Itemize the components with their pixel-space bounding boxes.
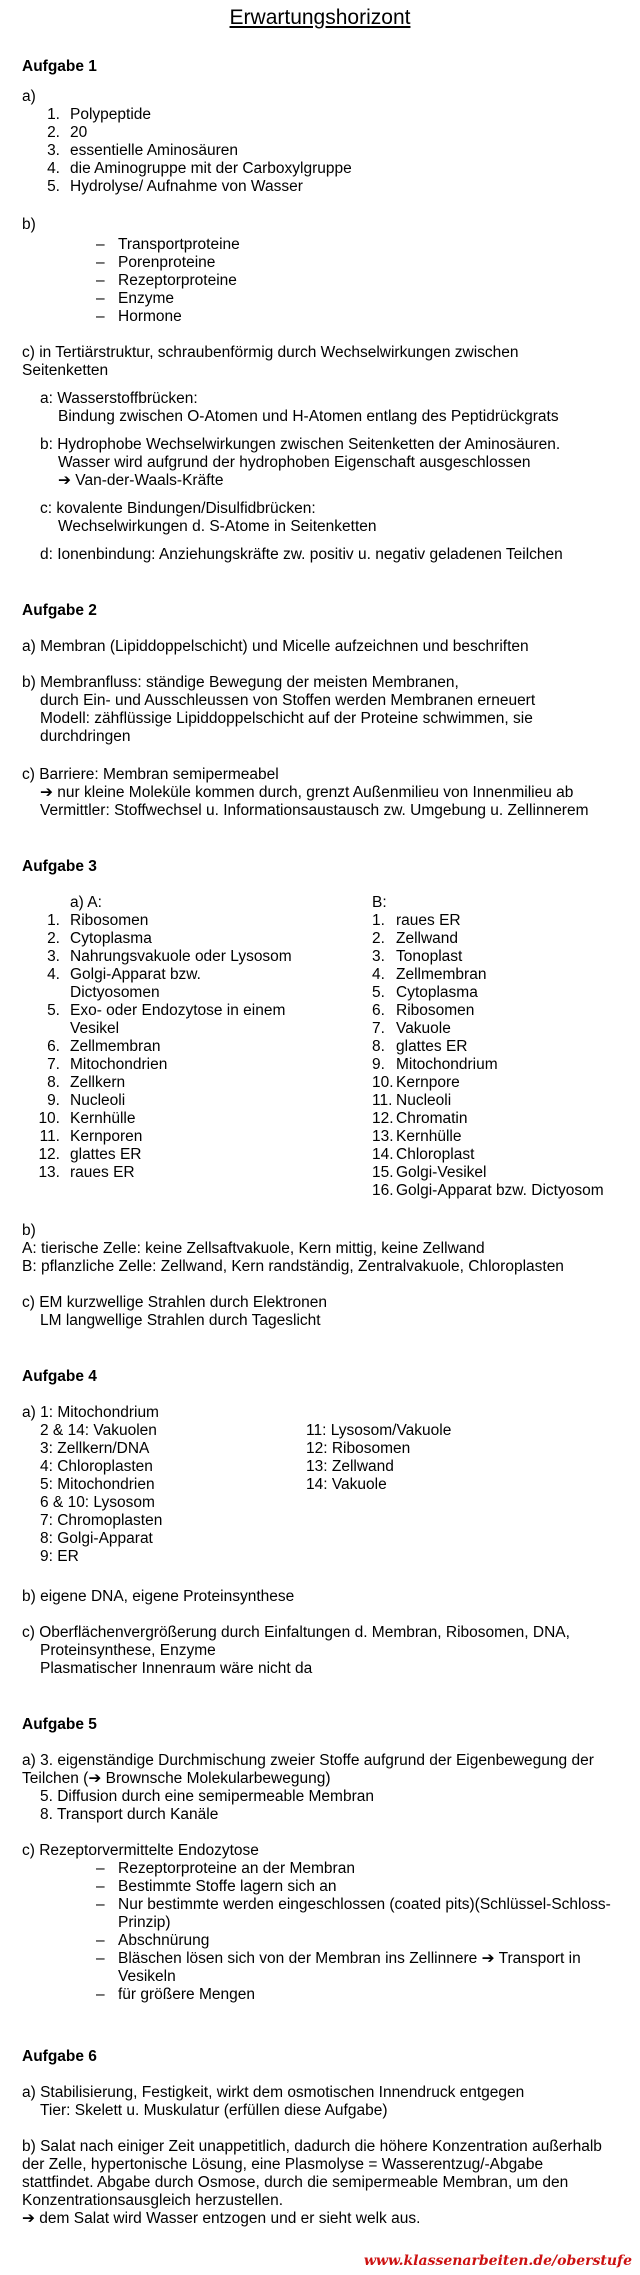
list-item: 20 xyxy=(70,124,88,141)
a3-b-1: A: tierische Zelle: keine Zellsaftvakuole, Kern mittig, keine Zellwand xyxy=(22,1240,485,1257)
list-item: Kernpore xyxy=(396,1074,460,1091)
a5-a-2: Teilchen (➔ Brownsche Molekularbewegung) xyxy=(22,1770,331,1787)
list-item: 5: Mitochondrien xyxy=(40,1476,155,1493)
list-number: 9. xyxy=(47,1092,60,1109)
page-title: Erwartungshorizont xyxy=(229,6,411,29)
dash-bullet: – xyxy=(96,1950,105,1967)
list-item: 4: Chloroplasten xyxy=(40,1458,153,1475)
list-item: raues ER xyxy=(396,912,461,929)
a1-c-b-1: b: Hydrophobe Wechselwirkungen zwischen Seitenketten der Aminosäuren. xyxy=(40,436,561,453)
list-item: glattes ER xyxy=(396,1038,468,1055)
dash-bullet: – xyxy=(96,308,105,325)
list-number: 2. xyxy=(47,124,60,141)
list-item: 7: Chromoplasten xyxy=(40,1512,163,1529)
list-item: 2 & 14: Vakuolen xyxy=(40,1422,157,1439)
a1-c-c-1: c: kovalente Bindungen/Disulfidbrücken: xyxy=(40,500,316,517)
a2-a: a) Membran (Lipiddoppelschicht) und Micelle aufzeichnen und beschriften xyxy=(22,638,529,655)
list-number: 13. xyxy=(372,1128,394,1145)
list-number: 10. xyxy=(38,1110,60,1127)
a1-c-b-2: Wasser wird aufgrund der hydrophoben Eigenschaft ausgeschlossen xyxy=(58,454,531,471)
list-item: 6 & 10: Lysosom xyxy=(40,1494,155,1511)
a3-c-2: LM langwellige Strahlen durch Tageslicht xyxy=(40,1312,321,1329)
list-item: die Aminogruppe mit der Carboxylgruppe xyxy=(70,160,352,177)
list-item: Kernhülle xyxy=(396,1128,462,1145)
a6-b-1: b) Salat nach einiger Zeit unappetitlich, dadurch die höhere Konzentration außerhalb xyxy=(22,2138,602,2155)
list-item: Enzyme xyxy=(118,290,174,307)
a2-c-2: ➔ nur kleine Moleküle kommen durch, grenzt Außenmilieu von Innenmilieu ab xyxy=(40,784,574,801)
a1-c-a-1: a: Wasserstoffbrücken: xyxy=(40,390,198,407)
a4-c-3: Plasmatischer Innenraum wäre nicht da xyxy=(40,1660,313,1677)
list-number: 12. xyxy=(372,1110,394,1127)
list-item: Zellwand xyxy=(396,930,459,947)
a3-b-label: b) xyxy=(22,1222,36,1239)
a1-c-a-2: Bindung zwischen O-Atomen und H-Atomen entlang des Peptidrückgrats xyxy=(58,408,559,425)
a6-b-2: der Zelle, hypertonische Lösung, eine Plasmolyse = Wasserentzug/-Abgabe xyxy=(22,2156,544,2173)
dash-bullet: – xyxy=(96,236,105,253)
list-number: 15. xyxy=(372,1164,394,1181)
list-item: raues ER xyxy=(70,1164,135,1181)
a4-b: b) eigene DNA, eigene Proteinsynthese xyxy=(22,1588,295,1605)
list-number: 11. xyxy=(39,1128,60,1145)
list-number: 16. xyxy=(372,1182,394,1199)
list-item: Polypeptide xyxy=(70,106,152,123)
list-number: 2. xyxy=(372,930,385,947)
a5-a-4: 8. Transport durch Kanäle xyxy=(40,1806,219,1823)
list-item: Tonoplast xyxy=(396,948,463,965)
a2-b-3: Modell: zähflüssige Lipiddoppelschicht auf der Proteine schwimmen, sie xyxy=(40,710,533,727)
heading-aufgabe-3: Aufgabe 3 xyxy=(22,858,97,875)
list-item: 3: Zellkern/DNA xyxy=(40,1440,150,1457)
dash-bullet: – xyxy=(96,254,105,271)
a2-b-2: durch Ein- und Ausschleussen von Stoffen werden Membranen erneuert xyxy=(40,692,536,709)
list-item: 13: Zellwand xyxy=(306,1458,394,1475)
list-item: a) 1: Mitochondrium xyxy=(22,1404,159,1421)
list-item: Cytoplasma xyxy=(70,930,152,947)
list-item: Nucleoli xyxy=(70,1092,126,1109)
a1-a-label: a) xyxy=(22,88,36,105)
heading-aufgabe-5: Aufgabe 5 xyxy=(22,1716,97,1733)
dash-bullet: – xyxy=(96,272,105,289)
a6-b-3: stattfindet. Abgabe durch Osmose, durch die semipermeable Membran, um den xyxy=(22,2174,569,2191)
list-item: Kernhülle xyxy=(70,1110,136,1127)
list-item: Golgi-Apparat bzw. xyxy=(70,966,201,983)
a1-b-label: b) xyxy=(22,216,36,233)
list-item: 9: ER xyxy=(40,1548,79,1565)
list-item: Mitochondrien xyxy=(70,1056,168,1073)
list-item: Ribosomen xyxy=(70,912,149,929)
list-item: Zellkern xyxy=(70,1074,126,1091)
list-number: 4. xyxy=(47,160,60,177)
a5-a-3: 5. Diffusion durch eine semipermeable Membran xyxy=(40,1788,374,1805)
a6-a-2: Tier: Skelett u. Muskulatur (erfüllen diese Aufgabe) xyxy=(40,2102,388,2119)
list-number: 6. xyxy=(372,1002,385,1019)
list-number: 13. xyxy=(38,1164,60,1181)
a1-c-d: d: Ionenbindung: Anziehungskräfte zw. positiv u. negativ geladenen Teilchen xyxy=(40,546,563,563)
list-item: Hydrolyse/ Aufnahme von Wasser xyxy=(70,178,303,195)
list-number: 8. xyxy=(47,1074,60,1091)
dash-bullet: – xyxy=(96,1860,105,1877)
list-number: 8. xyxy=(372,1038,385,1055)
list-item: Chloroplast xyxy=(396,1146,475,1163)
list-item: Golgi-Apparat bzw. Dictyosom xyxy=(396,1182,604,1199)
heading-aufgabe-4: Aufgabe 4 xyxy=(22,1368,97,1385)
list-item: glattes ER xyxy=(70,1146,142,1163)
a2-c-3: Vermittler: Stoffwechsel u. Informationsaustausch zw. Umgebung u. Zellinnerem xyxy=(40,802,589,819)
list-item: 11: Lysosom/Vakuole xyxy=(306,1422,452,1439)
list-item: Dictyosomen xyxy=(70,984,160,1001)
a3-b-2: B: pflanzliche Zelle: Zellwand, Kern randständig, Zentralvakuole, Chloroplasten xyxy=(22,1258,564,1275)
list-item: für größere Mengen xyxy=(118,1986,255,2003)
list-item: Zellmembran xyxy=(70,1038,161,1055)
a6-b-5: ➔ dem Salat wird Wasser entzogen und er sieht welk aus. xyxy=(22,2210,421,2227)
list-item: Porenproteine xyxy=(118,254,216,271)
list-number: 12. xyxy=(38,1146,60,1163)
list-item: Transportproteine xyxy=(118,236,240,253)
list-item: Ribosomen xyxy=(396,1002,475,1019)
list-item: 14: Vakuole xyxy=(306,1476,387,1493)
list-number: 2. xyxy=(47,930,60,947)
a1-c-line-1: c) in Tertiärstruktur, schraubenförmig durch Wechselwirkungen zwischen xyxy=(22,344,519,361)
list-item: Nahrungsvakuole oder Lysosom xyxy=(70,948,292,965)
a4-c-1: c) Oberflächenvergrößerung durch Einfaltungen d. Membran, Ribosomen, DNA, xyxy=(22,1624,570,1641)
dash-bullet: – xyxy=(96,1986,105,2003)
list-number: 4. xyxy=(372,966,385,983)
a3-col-b-label: B: xyxy=(372,894,387,911)
a2-c-1: c) Barriere: Membran semipermeabel xyxy=(22,766,279,783)
list-item: Vakuole xyxy=(396,1020,451,1037)
a6-a-1: a) Stabilisierung, Festigkeit, wirkt dem osmotischen Innendruck entgegen xyxy=(22,2084,525,2101)
list-item: 8: Golgi-Apparat xyxy=(40,1530,153,1547)
list-item: Cytoplasma xyxy=(396,984,478,1001)
heading-aufgabe-2: Aufgabe 2 xyxy=(22,602,97,619)
dash-bullet: – xyxy=(96,1878,105,1895)
list-number: 1. xyxy=(47,106,60,123)
a4-c-2: Proteinsynthese, Enzyme xyxy=(40,1642,216,1659)
a3-c-1: c) EM kurzwellige Strahlen durch Elektronen xyxy=(22,1294,327,1311)
a2-b-4: durchdringen xyxy=(40,728,131,745)
heading-aufgabe-6: Aufgabe 6 xyxy=(22,2048,97,2065)
list-item: Bestimmte Stoffe lagern sich an xyxy=(118,1878,337,1895)
list-item: Abschnürung xyxy=(118,1932,210,1949)
list-number: 1. xyxy=(47,912,60,929)
a6-b-4: Konzentrationsausgleich herzustellen. xyxy=(22,2192,284,2209)
list-item: Bläschen lösen sich von der Membran ins Zellinnere ➔ Transport in xyxy=(118,1950,581,1967)
list-item: Chromatin xyxy=(396,1110,468,1127)
list-number: 9. xyxy=(372,1056,385,1073)
list-item: Mitochondrium xyxy=(396,1056,498,1073)
list-item: Vesikeln xyxy=(118,1968,176,1985)
a1-c-line-2: Seitenketten xyxy=(22,362,109,379)
a2-b-1: b) Membranfluss: ständige Bewegung der meisten Membranen, xyxy=(22,674,459,691)
list-item: Kernporen xyxy=(70,1128,143,1145)
footer-link[interactable]: www.klassenarbeiten.de/oberstufe xyxy=(363,2253,632,2269)
list-item: Exo- oder Endozytose in einem xyxy=(70,1002,286,1019)
a5-c-label: c) Rezeptorvermittelte Endozytose xyxy=(22,1842,259,1859)
list-number: 5. xyxy=(47,178,60,195)
list-number: 14. xyxy=(372,1146,394,1163)
list-item: Nucleoli xyxy=(396,1092,452,1109)
a1-c-b-3: ➔ Van-der-Waals-Kräfte xyxy=(58,472,224,489)
list-number: 5. xyxy=(47,1002,60,1019)
list-number: 10. xyxy=(372,1074,394,1091)
list-number: 4. xyxy=(47,966,60,983)
a1-c-c-2: Wechselwirkungen d. S-Atome in Seitenketten xyxy=(58,518,377,535)
a5-a-1: a) 3. eigenständige Durchmischung zweier Stoffe aufgrund der Eigenbewegung der xyxy=(22,1752,594,1769)
list-number: 6. xyxy=(47,1038,60,1055)
list-number: 5. xyxy=(372,984,385,1001)
list-item: Zellmembran xyxy=(396,966,487,983)
a3-col-a-label: a) A: xyxy=(70,894,102,911)
list-item: Hormone xyxy=(118,308,182,325)
list-item: essentielle Aminosäuren xyxy=(70,142,239,159)
list-number: 7. xyxy=(372,1020,385,1037)
list-number: 3. xyxy=(47,142,60,159)
list-item: 12: Ribosomen xyxy=(306,1440,411,1457)
list-item: Nur bestimmte werden eingeschlossen (coated pits)(Schlüssel-Schloss- xyxy=(118,1896,611,1913)
list-item: Rezeptorproteine xyxy=(118,272,237,289)
list-number: 7. xyxy=(47,1056,60,1073)
list-item: Golgi-Vesikel xyxy=(396,1164,487,1181)
dash-bullet: – xyxy=(96,1932,105,1949)
list-item: Vesikel xyxy=(70,1020,120,1037)
dash-bullet: – xyxy=(96,1896,105,1913)
heading-aufgabe-1: Aufgabe 1 xyxy=(22,58,97,75)
list-number: 3. xyxy=(47,948,60,965)
list-item: Rezeptorproteine an der Membran xyxy=(118,1860,355,1877)
list-number: 11. xyxy=(372,1092,393,1109)
list-number: 1. xyxy=(372,912,385,929)
dash-bullet: – xyxy=(96,290,105,307)
list-item: Prinzip) xyxy=(118,1914,171,1931)
list-number: 3. xyxy=(372,948,385,965)
